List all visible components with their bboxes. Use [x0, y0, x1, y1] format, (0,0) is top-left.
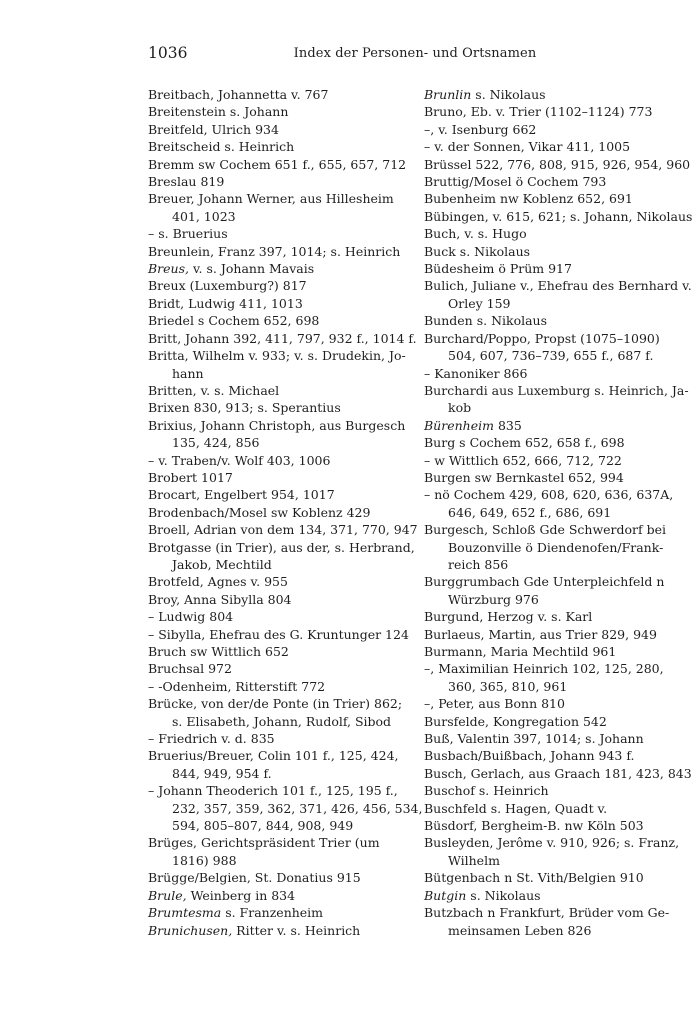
index-entry-headword: Breus,: [148, 261, 189, 277]
index-entry: [148, 782, 423, 834]
index-entry: [424, 747, 686, 764]
index-entry-text: Brixius, Johann Christoph, aus Burgesch: [148, 417, 406, 433]
index-entry: [148, 869, 420, 886]
index-entry: [424, 225, 686, 242]
index-entry: [424, 382, 689, 417]
index-entry-text: –, Maximilian Heinrich 102, 125, 280,: [424, 661, 664, 677]
index-entry: [424, 365, 686, 382]
index-entry-text: Bruch sw Wittlich 652: [148, 644, 289, 659]
index-entry-text: Busbach/Buißbach, Johann 943 f.: [424, 748, 635, 764]
index-entry-text: Büsdorf, Bergheim-B. nw Köln 503: [424, 818, 644, 834]
index-entry-text: Burg s Cochem 652, 658 f., 698: [424, 435, 625, 451]
index-entry-text: Burgen sw Bernkastel 652, 994: [424, 469, 624, 485]
index-entry-text: – s. Bruerius: [148, 226, 228, 242]
index-entry-text: Brüges, Gerichtspräsident Trier (um: [148, 835, 380, 851]
index-entry: [424, 277, 692, 312]
index-entry-text: Brixen 830, 913; s. Sperantius: [148, 400, 341, 416]
index-entry-text: Brügge/Belgien, St. Donatius 915: [148, 870, 361, 886]
index-entry: [148, 173, 420, 190]
index-entry-text: Bubenheim nw Koblenz 652, 691: [424, 191, 633, 207]
index-entry: [148, 347, 420, 382]
index-entry-text: Breuer, Johann Werner, aus Hillesheim: [148, 191, 394, 207]
index-entry-text: Brodenbach/Mosel sw Koblenz 429: [148, 504, 371, 520]
index-entry: [424, 156, 691, 173]
index-entry: [148, 608, 420, 625]
index-entry-continuation: 401, 1023: [172, 208, 236, 224]
index-entry-text: Breitenstein s. Johann: [148, 104, 289, 120]
index-column-left: [148, 86, 423, 939]
index-entry-text: v. s. Johann Mavais: [189, 261, 315, 277]
index-entry-continuation: Bouzonville ö Diendenofen/Frank-: [448, 539, 664, 555]
index-entry: [424, 173, 686, 190]
index-entry-text: Burgesch, Schloß Gde Schwerdorf bei: [424, 522, 667, 538]
index-entry: [424, 765, 692, 782]
index-entry-text: Brotfeld, Agnes v. 955: [148, 574, 288, 590]
index-entry: [148, 730, 420, 747]
index-entry: [424, 782, 686, 799]
index-entry-text: – Johann Theoderich 101 f., 125, 195 f.,: [148, 783, 398, 799]
index-entry-text: Brocart, Engelbert 954, 1017: [148, 487, 335, 503]
index-entry-text: –, Peter, aus Bonn 810: [424, 696, 565, 712]
index-entry: [148, 121, 420, 138]
index-entry-text: Breux (Luxemburg?) 817: [148, 278, 307, 294]
index-entry-text: Busch, Gerlach, aus Graach 181, 423, 843: [424, 765, 692, 781]
index-entry-text: Brüssel 522, 776, 808, 915, 926, 954, 960: [424, 156, 691, 172]
index-entry: [424, 869, 686, 886]
index-entry: [148, 504, 420, 521]
index-entry-text: Breitfeld, Ulrich 934: [148, 121, 279, 137]
index-entry-text: Burlaeus, Martin, aus Trier 829, 949: [424, 626, 657, 642]
index-entry: [424, 208, 693, 225]
index-entry: [148, 521, 420, 538]
index-entry: [424, 103, 686, 120]
index-entry: [424, 800, 686, 817]
index-entry-text: Bulich, Juliane v., Ehefrau des Bernhard v.: [424, 278, 692, 294]
index-column-right: [424, 86, 693, 939]
index-entry: [424, 312, 686, 329]
index-entry-text: – w Wittlich 652, 666, 712, 722: [424, 452, 622, 468]
index-entry-continuation: 504, 607, 736–739, 655 f., 687 f.: [448, 348, 654, 364]
index-entry-text: Brotgasse (in Trier), aus der, s. Herbrand,: [148, 539, 415, 555]
index-entry-text: Britta, Wilhelm v. 933; v. s. Drudekin, Jo-: [148, 348, 406, 364]
index-entry: [424, 121, 686, 138]
index-entry-continuation: kob: [448, 400, 472, 416]
index-entry-continuation: s. Elisabeth, Johann, Rudolf, Sibod: [172, 713, 392, 729]
index-entry: [148, 330, 420, 347]
index-entry-text: Burchardi aus Luxemburg s. Heinrich, Ja-: [424, 382, 689, 398]
index-entry: [148, 382, 420, 399]
index-entry-text: Buschof s. Heinrich: [424, 783, 549, 799]
index-entry-text: Bridt, Ludwig 411, 1013: [148, 295, 303, 311]
index-entry-text: Bremm sw Cochem 651 f., 655, 657, 712: [148, 156, 407, 172]
index-entry: [424, 417, 686, 434]
index-entry-continuation: Wilhelm: [448, 852, 500, 868]
index-entry-continuation: Jakob, Mechtild: [172, 556, 272, 572]
index-entry-continuation: hann: [172, 365, 204, 381]
index-entry: [148, 591, 420, 608]
index-entry: [148, 695, 420, 730]
index-entry: [424, 243, 686, 260]
index-entry-text: –, v. Isenburg 662: [424, 121, 537, 137]
index-entry-text: – Friedrich v. d. 835: [148, 731, 275, 747]
index-entry: [424, 521, 686, 573]
index-entry: [148, 156, 420, 173]
index-entry: [148, 312, 420, 329]
index-entry-text: Bursfelde, Kongregation 542: [424, 713, 607, 729]
index-entry-text: Broell, Adrian von dem 134, 371, 770, 947: [148, 522, 418, 538]
index-entry-text: Buß, Valentin 397, 1014; s. Johann: [424, 731, 644, 747]
index-entry: [148, 399, 420, 416]
index-entry: [148, 225, 420, 242]
index-entry-headword: Brunichusen,: [148, 922, 233, 938]
index-entry: [148, 660, 420, 677]
index-entry-text: Bunden s. Nikolaus: [424, 313, 548, 329]
index-entry-text: Bruttig/Mosel ö Cochem 793: [424, 174, 607, 190]
index-entry: [424, 469, 686, 486]
index-entry-continuation: Würzburg 976: [448, 591, 539, 607]
index-entry-text: Weinberg in 834: [186, 887, 296, 903]
index-entry-text: Bruno, Eb. v. Trier (1102–1124) 773: [424, 104, 653, 120]
index-entry: [148, 747, 420, 782]
index-entry-text: Broy, Anna Sibylla 804: [148, 591, 292, 607]
index-entry: [148, 469, 420, 486]
index-entry-text: Bruchsal 972: [148, 661, 232, 677]
index-entry: [424, 190, 686, 207]
index-entry-text: Buschfeld s. Hagen, Quadt v.: [424, 800, 608, 816]
index-entry-text: s. Nikolaus: [471, 87, 546, 102]
index-entry-continuation: 844, 949, 954 f.: [172, 765, 272, 781]
index-entry-text: s. Franzenheim: [221, 905, 324, 921]
index-entry: [424, 887, 686, 904]
index-entry-continuation: meinsamen Leben 826: [448, 922, 592, 938]
index-entry: [424, 730, 686, 747]
index-entry-continuation: 360, 365, 810, 961: [448, 678, 568, 694]
index-entry-text: – v. Traben/v. Wolf 403, 1006: [148, 452, 331, 468]
index-entry-text: – nö Cochem 429, 608, 620, 636, 637A,: [424, 487, 674, 503]
index-entry-text: Buck s. Nikolaus: [424, 243, 531, 259]
index-entry: [148, 138, 420, 155]
index-entry: [424, 660, 686, 695]
index-entry-headword: Brunlin: [424, 87, 472, 102]
index-entry: [424, 817, 686, 834]
index-entry: [148, 190, 420, 225]
index-entry-headword: Brumtesma: [148, 905, 222, 921]
index-entry-text: Burmann, Maria Mechtild 961: [424, 644, 617, 659]
index-entry-text: Bruerius/Breuer, Colin 101 f., 125, 424,: [148, 748, 399, 764]
index-entry-text: – Sibylla, Ehefrau des G. Kruntunger 124: [148, 626, 409, 642]
index-entry-text: – v. der Sonnen, Vikar 411, 1005: [424, 139, 631, 155]
index-entry: [424, 86, 686, 103]
index-entry-text: s. Nikolaus: [466, 887, 541, 903]
index-entry: [424, 486, 686, 521]
index-entry: [424, 330, 686, 365]
index-entry-text: Bütgenbach n St. Vith/Belgien 910: [424, 870, 644, 886]
index-entry: [424, 434, 686, 451]
index-entry-text: Briedel s Cochem 652, 698: [148, 313, 320, 329]
index-entry-continuation: 1816) 988: [172, 852, 237, 868]
index-entry-text: Breunlein, Franz 397, 1014; s. Heinrich: [148, 243, 401, 259]
index-entry-text: Brobert 1017: [148, 469, 233, 485]
index-entry-text: Brücke, von der/de Ponte (in Trier) 862;: [148, 696, 403, 712]
index-entry: [148, 243, 420, 260]
index-entry-text: Burgund, Herzog v. s. Karl: [424, 609, 593, 625]
index-entry-text: – Kanoniker 866: [424, 365, 528, 381]
index-entry-headword: Butgin: [424, 887, 467, 903]
index-entry: [148, 452, 420, 469]
index-entry: [424, 573, 686, 608]
index-entry: [148, 834, 420, 869]
index-entry-text: 835: [493, 417, 522, 433]
index-entry-text: Breitbach, Johannetta v. 767: [148, 87, 329, 102]
index-entry: [424, 904, 686, 939]
index-entry: [424, 138, 686, 155]
index-entry-continuation: 232, 357, 359, 362, 371, 426, 456, 534,: [172, 800, 423, 816]
index-entry-text: Breitscheid s. Heinrich: [148, 139, 295, 155]
index-entry: [148, 277, 420, 294]
index-entry-text: Buch, v. s. Hugo: [424, 226, 527, 242]
index-entry: [148, 417, 420, 452]
index-entry: [148, 643, 420, 660]
index-entry: [424, 834, 686, 869]
index-entry: [148, 922, 420, 939]
running-title: Index der Personen- und Ortsnamen: [293, 46, 537, 61]
index-entry-continuation: Orley 159: [448, 295, 511, 311]
index-entry-text: Bübingen, v. 615, 621; s. Johann, Nikolaus: [424, 208, 693, 224]
index-entry-continuation: 646, 649, 652 f., 686, 691: [448, 504, 612, 520]
index-entry-text: Büdesheim ö Prüm 917: [424, 261, 572, 277]
page-header: [148, 44, 682, 66]
index-entry: [424, 452, 686, 469]
index-entry: [148, 295, 420, 312]
index-entry-continuation: 594, 805–807, 844, 908, 949: [172, 818, 354, 834]
index-entry-text: Busleyden, Jerôme v. 910, 926; s. Franz,: [424, 835, 680, 851]
index-entry: [148, 573, 420, 590]
index-entry-text: Breslau 819: [148, 174, 225, 190]
index-entry-headword: Brule,: [148, 887, 187, 903]
index-entry: [148, 887, 420, 904]
index-entry-text: Butzbach n Frankfurt, Brüder vom Ge-: [424, 905, 670, 921]
index-entry-text: Britt, Johann 392, 411, 797, 932 f., 1014 f.: [148, 330, 417, 346]
index-entry: [148, 260, 420, 277]
index-entry: [424, 643, 686, 660]
index-entry: [148, 103, 420, 120]
index-entry-headword: Bürenheim: [424, 417, 494, 433]
index-entry: [148, 678, 420, 695]
index-entry: [424, 608, 686, 625]
index-entry: [148, 539, 420, 574]
index-entry: [148, 626, 420, 643]
index-entry: [148, 86, 420, 103]
index-entry-text: Britten, v. s. Michael: [148, 382, 280, 398]
page-number: 1036: [148, 44, 188, 62]
index-entry: [424, 695, 686, 712]
index-entry: [424, 626, 686, 643]
index-entry: [148, 486, 420, 503]
index-entry-text: Burchard/Poppo, Propst (1075–1090): [424, 330, 660, 346]
index-entry: [148, 904, 420, 921]
index-entry: [424, 260, 686, 277]
index-entry-text: Ritter v. s. Heinrich: [232, 922, 361, 938]
index-entry-text: Burggrumbach Gde Unterpleichfeld n: [424, 574, 665, 590]
index-entry-continuation: reich 856: [448, 556, 509, 572]
index-entry-continuation: 135, 424, 856: [172, 435, 260, 451]
index-entry: [424, 713, 686, 730]
index-entry-text: – Ludwig 804: [148, 609, 234, 625]
index-entry-text: – -Odenheim, Ritterstift 772: [148, 678, 326, 694]
